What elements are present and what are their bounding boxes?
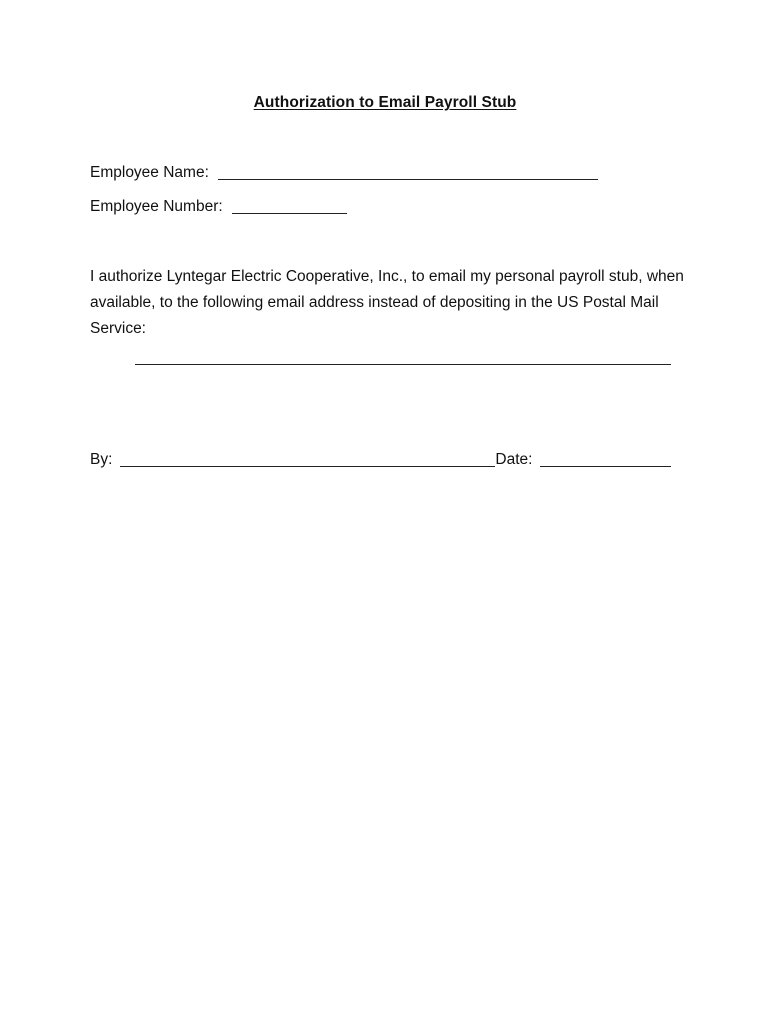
authorization-paragraph: I authorize Lyntegar Electric Cooperative, Inc., to email my personal payroll stub, when available, to the following email address instead of depositing in the US Postal Mail Service: <box>90 268 684 337</box>
date-label: Date: <box>495 451 533 468</box>
signature-field[interactable] <box>120 451 495 467</box>
by-label: By: <box>90 451 113 468</box>
employee-name-row <box>90 164 598 182</box>
email-address-field[interactable] <box>135 364 671 365</box>
employee-number-field[interactable] <box>232 198 347 214</box>
employee-number-label: Employee Number: <box>90 198 223 215</box>
date-field[interactable] <box>540 451 671 467</box>
employee-number-row <box>90 198 347 216</box>
employee-name-label: Employee Name: <box>90 164 209 181</box>
signature-row <box>90 451 671 469</box>
employee-name-field[interactable] <box>218 164 598 180</box>
document-title: Authorization to Email Payroll Stub <box>253 94 517 111</box>
